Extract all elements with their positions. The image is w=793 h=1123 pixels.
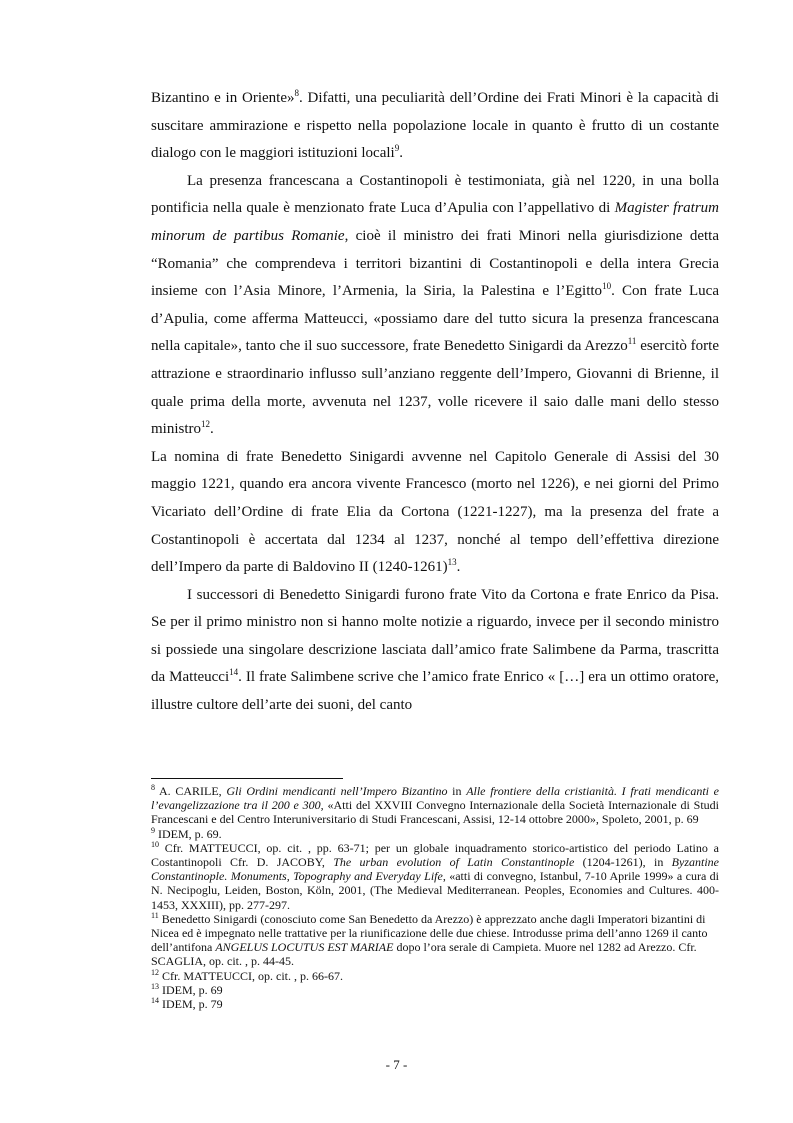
- text-run: IDEM, p. 69.: [155, 826, 222, 841]
- footnote-ref: 9: [394, 143, 400, 154]
- text-run: , cioè il ministro dei frati Minori nella giurisdizione detta “Romania” che comprendeva i territori bizantini di Costantinopoli e della intera Grecia insieme con l’Asia Minore, l’Armenia, la Siria, la Palestina e l’Egitto: [151, 227, 719, 300]
- footnote: [151, 841, 719, 912]
- text-run: «Atti del XXVIII Convegno Internazionale della Società Internazionale di Studi Francescani e del Centro Interuniversitario di Studi Francescani, Assisi, 12-14 ottobre 2000», Spoleto, 2001, p. 69: [151, 798, 719, 827]
- footnote: [151, 997, 719, 1011]
- text-run: dopo l’ora serale di Campieta. Muore nel 1282 ad Arezzo. Cfr. SCAGLIA, op. cit. , p. 44-45.: [151, 940, 697, 969]
- footnote: [151, 912, 719, 969]
- text-run: (1204-1261), in: [574, 855, 672, 870]
- footnote-separator: [151, 778, 343, 779]
- text-run: Bizantino e in Oriente»: [151, 90, 295, 106]
- italic-text: Gli Ordini mendicanti nell’Impero Bizantino: [226, 784, 448, 798]
- paragraph: [151, 85, 719, 168]
- italic-text: ANGELUS LOCUTUS EST MARIAE: [215, 940, 394, 955]
- footnote: [151, 983, 719, 997]
- footnote-ref: 12: [201, 419, 211, 430]
- italic-text: The urban evolution of Latin Constantinople: [333, 855, 575, 870]
- text-run: .: [456, 559, 461, 576]
- text-run: A. CARILE,: [155, 784, 227, 798]
- footnote-ref: 13: [447, 557, 457, 568]
- text-run: IDEM, p. 79: [159, 997, 223, 1012]
- paragraph: [151, 444, 719, 582]
- footnote-ref: 13: [151, 981, 159, 991]
- text-run: .: [399, 145, 403, 162]
- text-run: , «atti di convegno, Istanbul, 7-10 Aprile 1999» a cura di N. Necipoglu, Leiden, Boston, Köln, 2001, (The Medieval Mediterranean. Peoples, Economies and Cultures. 400-1453, XXXIII), pp. 277-297.: [151, 869, 719, 912]
- footnote-ref: 14: [229, 667, 239, 678]
- text-run: esercitò forte attrazione e straordinario influsso sull’anziano reggente dell’Impero, Giovanni di Brienne, il quale prima della morte, avvenuta nel 1237, volle ricevere il saio dalle mani dello stesso ministro: [151, 338, 719, 438]
- text-run: . Il frate Salimbene scrive che l’amico frate Enrico « […] era un ottimo oratore, illustre cultore dell’arte dei suoni, del canto: [151, 669, 719, 714]
- footnote-ref: 8: [151, 783, 155, 792]
- footnote-ref: 10: [151, 839, 159, 849]
- footnote: [151, 969, 719, 983]
- text-run: .: [210, 421, 214, 438]
- paragraph: [151, 168, 719, 444]
- paragraph: [151, 582, 719, 720]
- text-run: Benedetto Sinigardi (conosciuto come San Benedetto da Arezzo) è apprezzato anche dagli Imperatori bizantini di Nicea ed è impegnato nelle trattative per la riunificazione delle due chiese. Introdusse prima dell’anno 1269 il canto dell’antifona: [151, 911, 708, 955]
- footnote-ref: 11: [627, 336, 637, 347]
- italic-text: Alle frontiere della cristianità. I frati mendicanti e l’evangelizzazione tra il 200 e 300,: [151, 784, 719, 813]
- text-run: Cfr. MATTEUCCI, op. cit. , p. 66-67.: [159, 968, 343, 983]
- footnote-ref: 9: [151, 825, 155, 835]
- text-run: . Difatti, una peculiarità dell’Ordine dei Frati Minori è la capacità di suscitare ammirazione e rispetto nella popolazione locale in quanto è frutto di un costante dialogo con le maggiori istituzioni locali: [151, 90, 719, 162]
- footnote-ref: 10: [602, 281, 612, 292]
- footnote-ref: 12: [151, 967, 159, 977]
- text-run: . Con frate Luca d’Apulia, come afferma Matteucci, «possiamo dare del tutto sicura la presenza francescana nella capitale», tanto che il suo successore, frate Benedetto Sinigardi da Arezzo: [151, 283, 719, 355]
- footnotes: [151, 784, 719, 1011]
- footnote-ref: 8: [294, 88, 299, 98]
- footnote-ref: 14: [151, 996, 159, 1006]
- main-text: [151, 85, 719, 720]
- italic-text: Byzantine Constantinople. Monuments, Topography and Everyday Life: [151, 855, 719, 884]
- footnote-ref: 11: [151, 910, 159, 920]
- text-run: La presenza francescana a Costantinopoli è testimoniata, già nel 1220, in una bolla pontificia nella quale è menzionato frate Luca d’Apulia con l’appellativo di: [151, 172, 719, 217]
- text-run: La nomina di frate Benedetto Sinigardi avvenne nel Capitolo Generale di Assisi del 30 maggio 1221, quando era ancora vivente Francesco (morto nel 1226), e nei giorni del Primo Vicariato dell’Ordine di frate Elia da Cortona (1221-1227), ma la presenza del frate a Costantinopoli è accertata dal 1234 al 1237, nonché al tempo dell’effettiva direzione dell’Impero da parte di Baldovino II (1240-1261): [151, 448, 719, 576]
- italic-text: Magister fratrum minorum de partibus Romanie: [151, 200, 719, 244]
- text-run: IDEM, p. 69: [159, 982, 223, 997]
- text-run: Cfr. MATTEUCCI, op. cit. , pp. 63-71; per un globale inquadramento storico-artistico del periodo Latino a Costantinopoli Cfr. D. JACOBY,: [151, 840, 719, 870]
- text-run: I successori di Benedetto Sinigardi furono frate Vito da Cortona e frate Enrico da Pisa. Se per il primo ministro non si hanno molte notizie a riguardo, invece per il secondo ministro si possiede una singolare descrizione lasciata dall’amico frate Salimbene da Parma, trascritta da Matteucci: [151, 586, 719, 686]
- text-run: in: [447, 784, 467, 798]
- footnote: [151, 784, 719, 827]
- footnote: [151, 827, 719, 841]
- page-number: - 7 -: [385, 1057, 408, 1072]
